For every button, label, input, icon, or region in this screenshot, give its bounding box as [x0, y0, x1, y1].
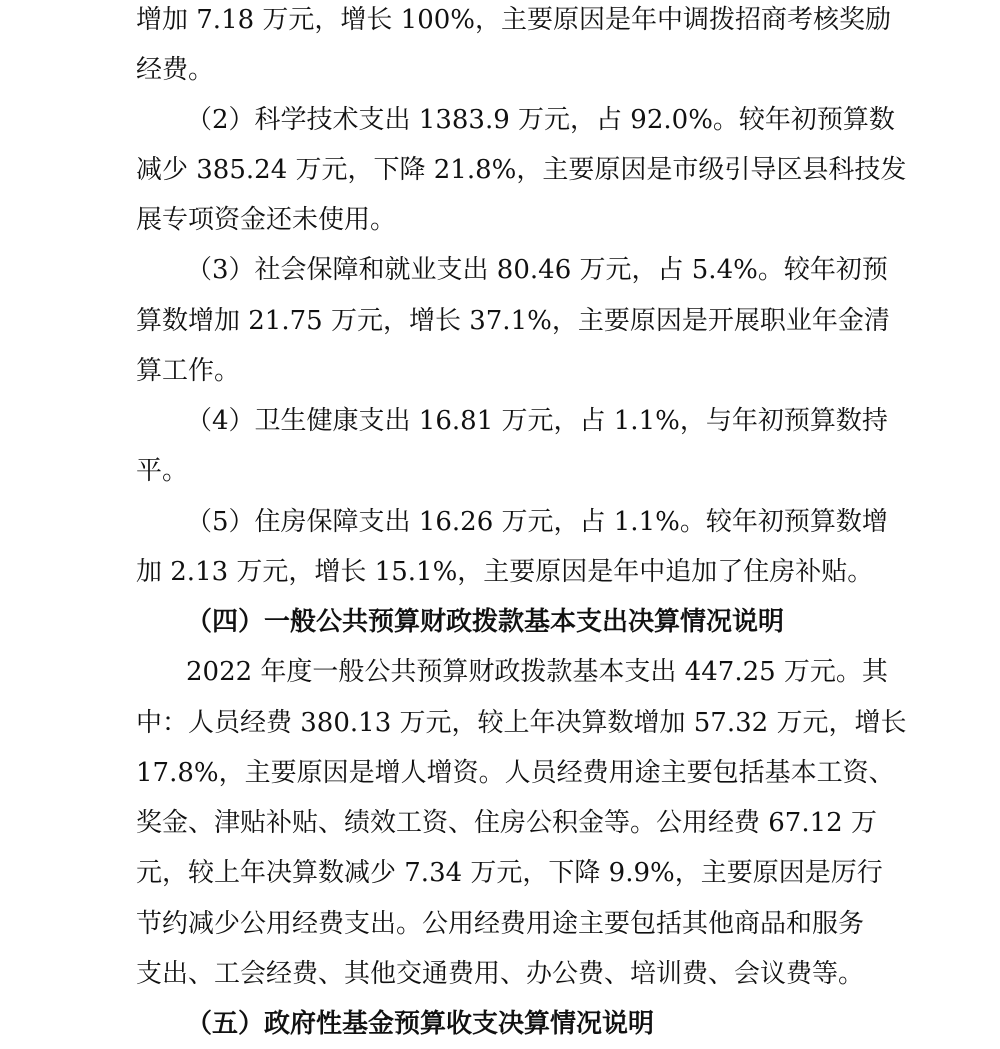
text-line: 减少 385.24 万元，下降 21.8%，主要原因是市级引导区县科技发	[136, 155, 907, 185]
text-line: 2022 年度一般公共预算财政拨款基本支出 447.25 万元。其	[186, 657, 888, 687]
text-line: 算工作。	[136, 356, 241, 386]
text-line: 加 2.13 万元，增长 15.1%，主要原因是年中追加了住房补贴。	[136, 557, 874, 587]
text-line: （2）科学技术支出 1383.9 万元，占 92.0%。较年初预算数	[186, 105, 895, 135]
text-line: 中：人员经费 380.13 万元，较上年决算数增加 57.32 万元，增长	[136, 708, 907, 738]
section-heading: （四）一般公共预算财政拨款基本支出决算情况说明	[186, 607, 785, 637]
text-line: 经费。	[136, 55, 215, 85]
text-line: 节约减少公用经费支出。公用经费用途主要包括其他商品和服务	[136, 909, 865, 939]
text-line: （3）社会保障和就业支出 80.46 万元，占 5.4%。较年初预	[186, 255, 888, 285]
text-line: 展专项资金还未使用。	[136, 205, 397, 235]
text-line: 支出、工会经费、其他交通费用、办公费、培训费、会议费等。	[136, 959, 865, 989]
text-line: （5）住房保障支出 16.26 万元，占 1.1%。较年初预算数增	[186, 507, 888, 537]
text-line: 算数增加 21.75 万元，增长 37.1%，主要原因是开展职业年金清	[136, 306, 890, 336]
text-line: 平。	[136, 456, 189, 486]
text-line: 元，较上年决算数减少 7.34 万元，下降 9.9%，主要原因是厉行	[136, 858, 883, 888]
text-line: （4）卫生健康支出 16.81 万元，占 1.1%，与年初预算数持	[186, 406, 888, 436]
text-line: 增加 7.18 万元，增长 100%，主要原因是年中调拨招商考核奖励	[136, 5, 892, 35]
section-heading: （五）政府性基金预算收支决算情况说明	[186, 1009, 655, 1039]
text-line: 奖金、津贴补贴、绩效工资、住房公积金等。公用经费 67.12 万	[136, 808, 877, 838]
text-line: 17.8%，主要原因是增人增资。人员经费用途主要包括基本工资、	[136, 758, 895, 788]
